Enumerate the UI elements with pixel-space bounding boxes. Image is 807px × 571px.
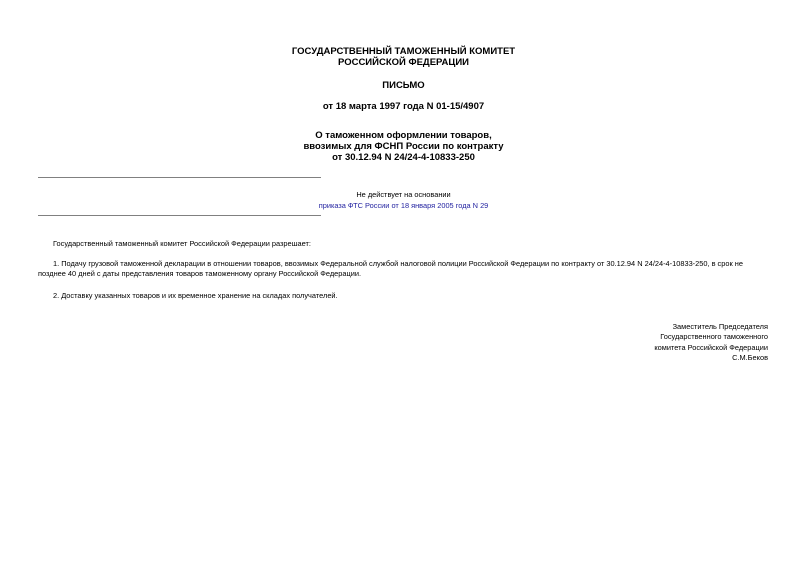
subject-line2: ввозимых для ФСНП России по контракту bbox=[303, 141, 504, 152]
signature-title-line1: Заместитель Председателя bbox=[672, 322, 768, 331]
bottom-divider bbox=[38, 215, 321, 216]
item-1-paragraph: 1. Подачу грузовой таможенной декларации в отношении товаров, ввозимых Федеральной службой налоговой полиции Российской Федерации по контракту от 30.12.94 N 24/24-4-10833-250, в срок не позднее 40 дней с даты представления товаров таможенному органу Российской Федерации. bbox=[38, 259, 743, 278]
top-divider bbox=[38, 177, 321, 178]
signature-title-line2: Государственного таможенного bbox=[660, 332, 768, 342]
repeal-order-link[interactable]: приказа ФТС России от 18 января 2005 года N 29 bbox=[318, 201, 489, 210]
item-2-paragraph: 2. Доставку указанных товаров и их временное хранение на складах получателей. bbox=[53, 291, 338, 300]
signature-name: С.М.Беков bbox=[732, 352, 768, 362]
org-name-line1: ГОСУДАРСТВЕННЫЙ ТАМОЖЕННЫЙ КОМИТЕТ bbox=[291, 46, 516, 57]
signature-block bbox=[518, 322, 768, 363]
status-link-row bbox=[0, 201, 807, 210]
intro-paragraph: Государственный таможенный комитет Российской Федерации разрешает: bbox=[53, 239, 311, 248]
subject-line3: от 30.12.94 N 24/24-4-10833-250 bbox=[332, 152, 475, 163]
org-name-line2: РОССИЙСКОЙ ФЕДЕРАЦИИ bbox=[337, 57, 469, 68]
subject-line1: О таможенном оформлении товаров, bbox=[315, 130, 492, 141]
doc-date: от 18 марта 1997 года N 01-15/4907 bbox=[322, 101, 485, 112]
status-note: Не действует на основании bbox=[356, 190, 451, 199]
signature-title-line3: комитета Российской Федерации bbox=[654, 342, 768, 352]
doc-type: ПИСЬМО bbox=[382, 80, 425, 91]
